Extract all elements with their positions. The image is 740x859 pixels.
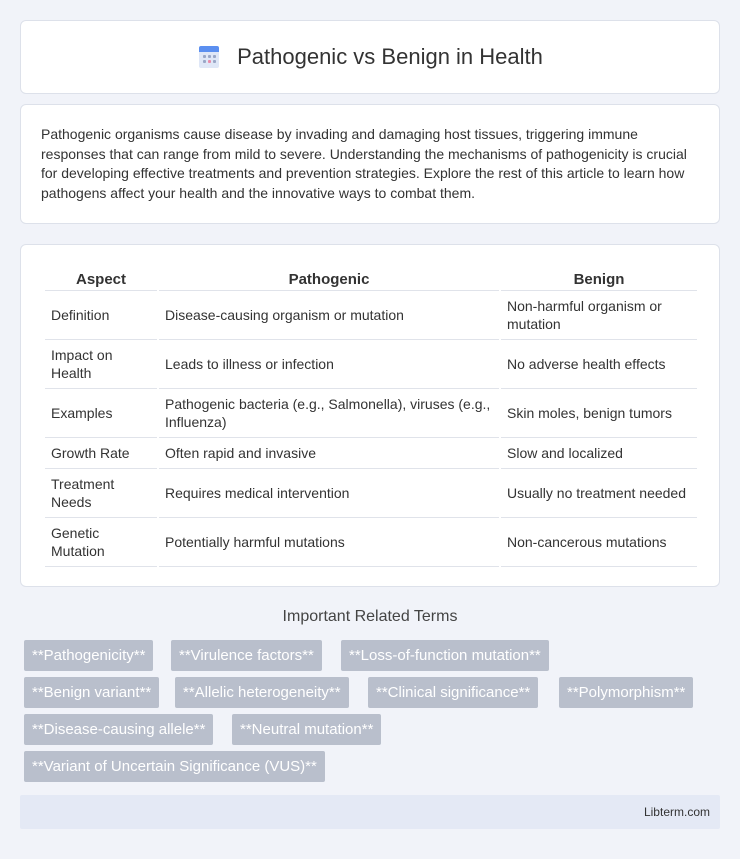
intro-card	[20, 104, 720, 224]
row-aspect: Examples	[45, 389, 157, 438]
header-benign: Benign	[501, 265, 697, 291]
footer-site-link[interactable]: Libterm.com	[643, 805, 710, 819]
table-row	[45, 291, 697, 340]
row-benign: Skin moles, benign tumors	[501, 389, 697, 438]
table-header-row	[45, 265, 697, 291]
row-aspect: Genetic Mutation	[45, 518, 157, 567]
related-term-tag[interactable]: **Virulence factors**	[171, 640, 322, 671]
row-aspect: Impact on Health	[45, 340, 157, 389]
title-card	[20, 20, 720, 94]
row-aspect: Definition	[45, 291, 157, 340]
table-row	[45, 389, 697, 438]
related-term-tag[interactable]: **Clinical significance**	[368, 677, 538, 708]
related-term-tag[interactable]: **Polymorphism**	[559, 677, 693, 708]
page-title: Pathogenic vs Benign in Health	[237, 44, 543, 69]
related-term-tag[interactable]: **Benign variant**	[24, 677, 159, 708]
related-term-tag[interactable]: **Neutral mutation**	[232, 714, 381, 745]
row-benign: Non-harmful organism or mutation	[501, 291, 697, 340]
row-pathogenic: Leads to illness or infection	[159, 340, 499, 389]
row-pathogenic: Disease-causing organism or mutation	[159, 291, 499, 340]
row-pathogenic: Requires medical intervention	[159, 469, 499, 518]
row-pathogenic: Often rapid and invasive	[159, 438, 499, 469]
row-pathogenic: Potentially harmful mutations	[159, 518, 499, 567]
related-term-tag[interactable]: **Disease-causing allele**	[24, 714, 213, 745]
header-pathogenic: Pathogenic	[159, 265, 499, 291]
row-benign: Usually no treatment needed	[501, 469, 697, 518]
related-term-tag[interactable]: **Variant of Uncertain Significance (VUS)**	[24, 751, 325, 782]
intro-text: Pathogenic organisms cause disease by invading and damaging host tissues, triggering immune responses that can range from mild to severe. Understanding the mechanisms of pathogenicity is crucial for developing effective treatments and prevention strategies. Explore the rest of this article to learn how pathogens affect your health and the innovative ways to combat them.	[41, 126, 687, 201]
row-aspect: Growth Rate	[45, 438, 157, 469]
comparison-table-card	[20, 244, 720, 587]
comparison-table	[43, 265, 699, 567]
related-term-tag[interactable]: **Pathogenicity**	[24, 640, 153, 671]
related-term-tag[interactable]: **Allelic heterogeneity**	[175, 677, 349, 708]
header-aspect: Aspect	[45, 265, 157, 291]
table-row	[45, 340, 697, 389]
table-row	[45, 438, 697, 469]
row-benign: Non-cancerous mutations	[501, 518, 697, 567]
row-benign: No adverse health effects	[501, 340, 697, 389]
table-row	[45, 518, 697, 567]
related-term-tag[interactable]: **Loss-of-function mutation**	[341, 640, 549, 671]
related-terms-title: Important Related Terms	[282, 608, 458, 625]
row-benign: Slow and localized	[501, 438, 697, 469]
table-row	[45, 469, 697, 518]
row-aspect: Treatment Needs	[45, 469, 157, 518]
row-pathogenic: Pathogenic bacteria (e.g., Salmonella), viruses (e.g., Influenza)	[159, 389, 499, 438]
calendar-grid-icon	[197, 45, 221, 69]
footer	[20, 795, 720, 829]
